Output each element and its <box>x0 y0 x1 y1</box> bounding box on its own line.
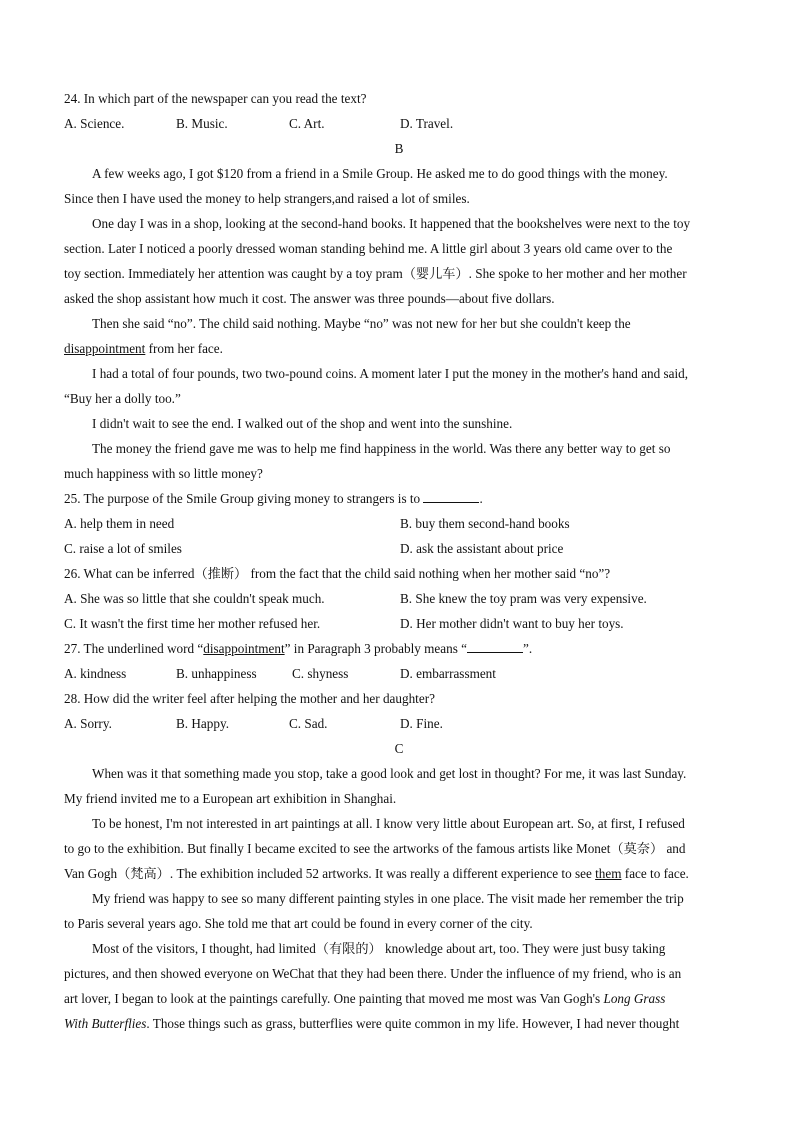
paragraph-line: to Paris several years ago. She told me that art could be found in every corner of the city. <box>64 916 533 931</box>
paragraph-line <box>64 986 734 1011</box>
paragraph-line: A few weeks ago, I got $120 from a friend in a Smile Group. He asked me to do good things with the money. <box>92 166 668 181</box>
answer-blank[interactable] <box>423 488 479 503</box>
question-26-stem: 26. What can be inferred（推断） from the fact that the child said nothing when her mother said “no”? <box>64 566 611 581</box>
question-25-options-row1 <box>64 511 734 536</box>
question-27-options <box>64 661 734 686</box>
option-c: C. Art. <box>289 116 325 131</box>
question-25-options-row2 <box>64 536 734 561</box>
paragraph-line: One day I was in a shop, looking at the second-hand books. It happened that the bookshelves were next to the toy <box>92 216 691 231</box>
paragraph-line: toy section. Immediately her attention was caught by a toy pram（婴儿车）. She spoke to her mother and her mother <box>64 266 687 281</box>
option-d: D. Fine. <box>400 716 443 731</box>
option-c: C. shyness <box>292 666 349 681</box>
text-span: Van Gogh（梵高）. The exhibition included 52 artworks. It was really a different experience to see <box>64 866 596 881</box>
paragraph-line: My friend invited me to a European art exhibition in Shanghai. <box>64 791 397 806</box>
question-28-options <box>64 711 734 736</box>
text-span: . Those things such as grass, butterflies were quite common in my life. However, I had never thought <box>146 1016 680 1031</box>
option-c: C. Sad. <box>289 716 328 731</box>
paragraph-line: section. Later I noticed a poorly dressed woman standing behind me. A little girl about 3 years old came over to the <box>64 241 673 256</box>
section-label-b: B <box>394 141 404 156</box>
option-c: C. It wasn't the first time her mother refused her. <box>64 616 321 631</box>
text-span: . <box>479 491 483 506</box>
paragraph-line: I had a total of four pounds, two two-pound coins. A moment later I put the money in the mother's hand and said, <box>92 366 689 381</box>
underlined-word: disappointment <box>64 341 146 356</box>
painting-title: Long Grass <box>603 991 666 1006</box>
paragraph-line: asked the shop assistant how much it cost. The answer was three pounds—about five dollars. <box>64 291 555 306</box>
painting-title: With Butterflies <box>64 1016 147 1031</box>
text-span: ”. <box>523 641 533 656</box>
option-a: A. kindness <box>64 666 127 681</box>
paragraph-line: Then she said “no”. The child said nothing. Maybe “no” was not new for her but she couldn't keep the <box>92 316 631 331</box>
answer-blank[interactable] <box>467 638 523 653</box>
question-28-stem: 28. How did the writer feel after helping the mother and her daughter? <box>64 691 435 706</box>
question-25-stem <box>64 486 734 511</box>
paragraph-line: much happiness with so little money? <box>64 466 263 481</box>
question-26-options-row2 <box>64 611 734 636</box>
option-a: A. help them in need <box>64 516 175 531</box>
paragraph-line: The money the friend gave me was to help me find happiness in the world. Was there any better way to get so <box>92 441 671 456</box>
question-26-options-row1 <box>64 586 734 611</box>
underlined-word: disappointment <box>203 641 285 656</box>
text-span: 25. The purpose of the Smile Group giving money to strangers is to <box>64 491 424 506</box>
question-24-options <box>64 111 734 136</box>
paragraph-line: “Buy her a dolly too.” <box>64 391 181 406</box>
option-a: A. She was so little that she couldn't speak much. <box>64 591 325 606</box>
paragraph-line: to go to the exhibition. But finally I became excited to see the artworks of the famous artists like Monet（莫奈） and <box>64 841 686 856</box>
paragraph-line: My friend was happy to see so many different painting styles in one place. The visit made her remember the trip <box>92 891 684 906</box>
underlined-word: them <box>595 866 622 881</box>
option-b: B. Happy. <box>176 716 229 731</box>
text-span: art lover, I began to look at the paintings carefully. One painting that moved me most was Van Gogh's <box>64 991 604 1006</box>
option-b: B. buy them second-hand books <box>400 516 570 531</box>
paragraph-line: When was it that something made you stop, take a good look and get lost in thought? For me, it was last Sunday. <box>92 766 687 781</box>
paragraph-line: To be honest, I'm not interested in art paintings at all. I know very little about European art. So, at first, I refused <box>92 816 685 831</box>
paragraph-line <box>64 1011 734 1036</box>
option-a: A. Science. <box>64 116 125 131</box>
text-span: ” in Paragraph 3 probably means “ <box>284 641 467 656</box>
option-b: B. unhappiness <box>176 666 257 681</box>
option-d: D. embarrassment <box>400 666 496 681</box>
paragraph-line: pictures, and then showed everyone on WeChat that they had been there. Under the influence of my friend, who is an <box>64 966 682 981</box>
paragraph-line <box>64 336 734 361</box>
paragraph-line: Most of the visitors, I thought, had limited（有限的） knowledge about art, too. They were just busy taking <box>92 941 666 956</box>
option-d: D. ask the assistant about price <box>400 541 564 556</box>
paragraph-line: I didn't wait to see the end. I walked out of the shop and went into the sunshine. <box>92 416 513 431</box>
paragraph-line: Since then I have used the money to help strangers,and raised a lot of smiles. <box>64 191 470 206</box>
text-span: face to face. <box>621 866 689 881</box>
question-24-stem: 24. In which part of the newspaper can you read the text? <box>64 91 367 106</box>
option-b: B. Music. <box>176 116 228 131</box>
exam-page <box>64 86 734 1036</box>
text-span: 27. The underlined word “ <box>64 641 204 656</box>
section-label-c: C <box>394 741 404 756</box>
question-27-stem <box>64 636 734 661</box>
option-c: C. raise a lot of smiles <box>64 541 182 556</box>
option-d: D. Her mother didn't want to buy her toys. <box>400 616 624 631</box>
option-d: D. Travel. <box>400 116 454 131</box>
option-b: B. She knew the toy pram was very expensive. <box>400 591 647 606</box>
paragraph-line <box>64 861 734 886</box>
option-a: A. Sorry. <box>64 716 112 731</box>
text-span: from her face. <box>145 341 223 356</box>
